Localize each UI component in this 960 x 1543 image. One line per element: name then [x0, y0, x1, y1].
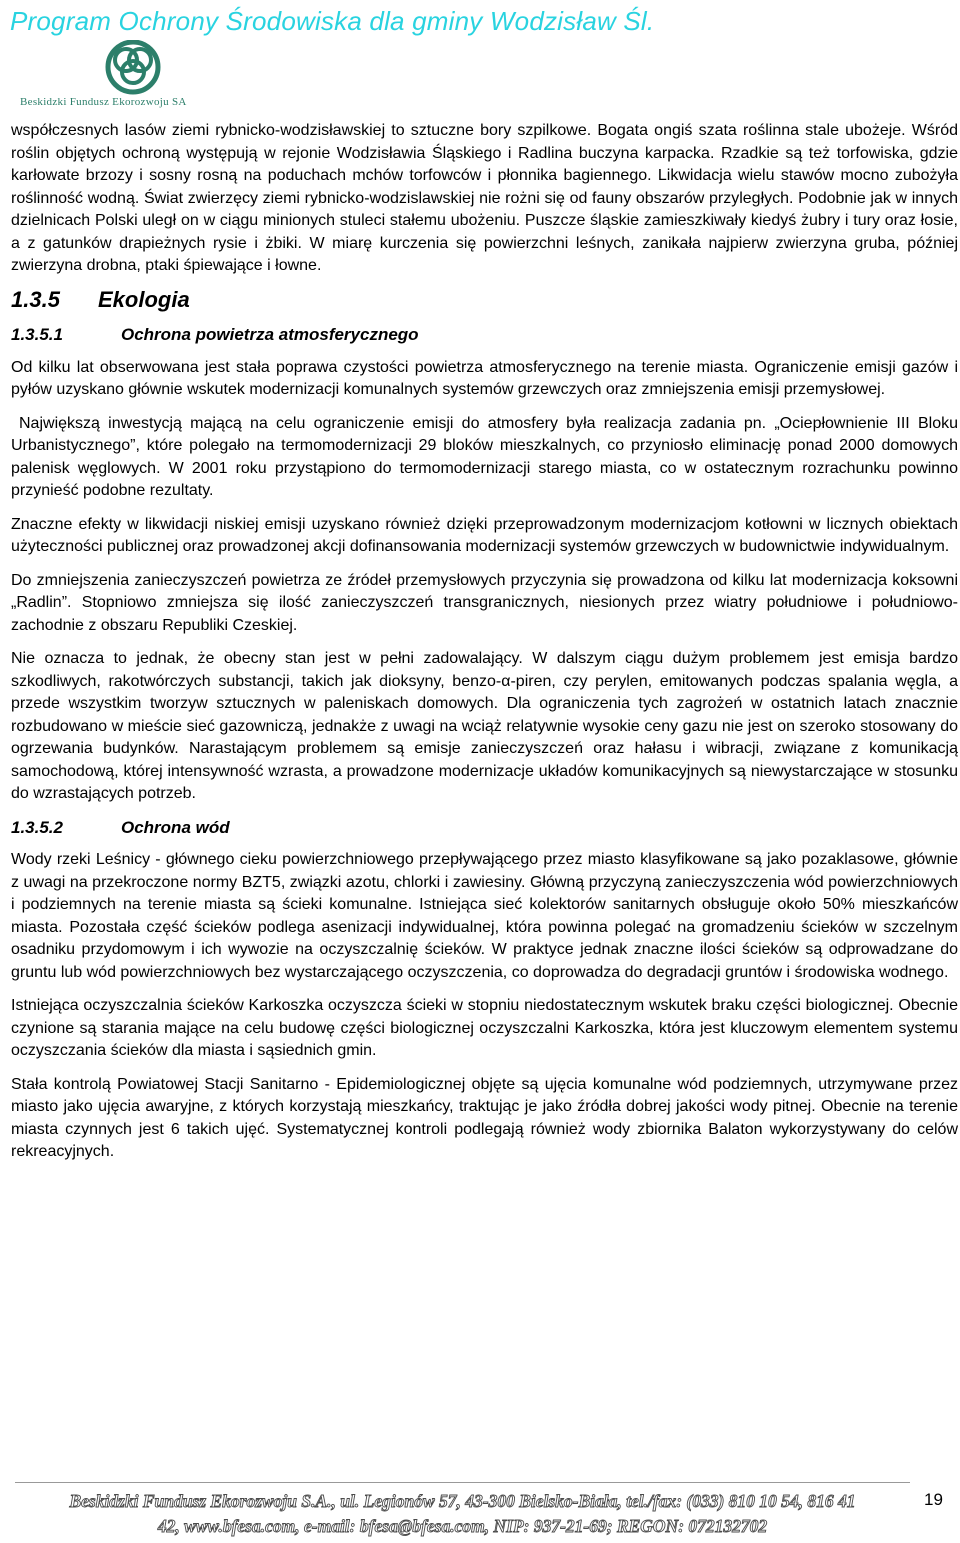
- paragraph: Znaczne efekty w likwidacji niskiej emisji uzyskano również dzięki przeprowadzonym modernizacjom kotłowni w licznych obiektach użyteczności publicznej oraz prowadzonej akcji dofinansowania modernizacji systemów grzewczych w budownictwie indywidualnym.: [11, 515, 958, 555]
- paragraph: Do zmniejszenia zanieczyszczeń powietrza ze źródeł przemysłowych przyczynia się prowadzona od kilku lat modernizacja koksowni „Radlin”. Stopniowo zmniejsza się ilość zanieczyszczeń transgranicznych, niesionych przez wiatry południowe i południowo- zachodnie z obszaru Republiki Czeskiej.: [11, 571, 958, 634]
- subsection-heading: [11, 817, 958, 840]
- company-logo: [20, 40, 250, 110]
- subsection-title: Ochrona wód: [121, 817, 230, 837]
- paragraph: Wody rzeki Leśnicy - głównego cieku powierzchniowego przepływającego przez miasto klasyfikowane są jako pozaklasowe, głównie z uwagi na przekroczone normy BZT5, związki azotu, chlorki i zawiesiny. Główną przyczyną zanieczyszczenia wód powierzchniowych i podziemnych na terenie miasta są ścieki komunalne. Istniejąca sieć kolektorów sanitarnych obsługuje około 50% mieszkańców miasta. Pozostała część ścieków podlega asenizacji indywidualnej, która powinna polegać na gromadzeniu ścieków w szczelnym osadniku przydomowym i ich wywozie na oczyszczalnię ścieków. W praktyce jednak znaczne ilości ścieków są odprowadzane do gruntu lub wód powierzchniowych bez wystarczającego oczyszczenia, co doprowadza do degradacji gruntów i środowiska wodnego.: [11, 851, 958, 981]
- section-heading: [11, 286, 958, 312]
- subsection-heading: [11, 324, 958, 347]
- footer-divider: [15, 1482, 910, 1483]
- paragraph: Istniejąca oczyszczalnia ścieków Karkoszka oczyszcza ścieki w stopniu niedostatecznym wskutek braku części biologicznej. Obecnie czynione są starania mające na celu budowę części biologicznej oczyszczalni Karkoszka, która jest kluczowym elementem systemu oczyszczania ścieków dla miasta i sąsiednich gmin.: [11, 997, 958, 1059]
- paragraph: Stała kontrolą Powiatowej Stacji Sanitarno - Epidemiologicznej objęte są ujęcia komunalne wód podziemnych, utrzymywane przez miasto jako ujęcia awaryjne, z których korzystają mieszkańcy, traktując je jako źródła dobrej jakości wody pitnej. Obecnie na terenie miasta czynnych jest 6 takich ujęć. Systematycznej kontroli podlegają również wody zbiornika Balaton wykorzystywany do celów rekreacyjnych.: [11, 1075, 958, 1160]
- document-body: [11, 120, 958, 1164]
- section-number: 1.3.5: [11, 286, 60, 312]
- paragraph: Największą inwestycją mającą na celu ograniczenie emisji do atmosfery była realizacja zadania pn. „Ociepłownienie III Bloku Urbanistycznego”, które polegało na termomodernizacji 29 bloków mieszkalnych, co przyniosło eliminację ponad 2000 domowych palenisk węglowych. W 2001 roku przystąpiono do termomodernizacji starego miasta, co w ostatecznym rozrachunku powinno przynieść podobne rezultaty.: [11, 414, 958, 499]
- logo-text: Beskidzki Fundusz Ekorozwoju SA: [20, 96, 187, 108]
- logo-emblem-icon: [102, 40, 164, 98]
- page-footer: [15, 1489, 910, 1539]
- paragraph: Nie oznacza to jednak, że obecny stan jest w pełni zadowalający. W dalszym ciągu dużym problemem jest emisja bardzo szkodliwych, rakotwórczych substancji, takich jak dioksyny, benzo-α-piren, czy perylen, emitowanych podczas spalania węgla, a przede wszystkim tworzyw sztucznych w paleniskach domowych. Dla ograniczenia tych zagrożeń w ostatnich latach znacznie rozbudowano w mieście sieć gazowniczą, jednakże z uwagi na wciąż relatywnie wysokie ceny gazu nie jest on szeroko stosowany do ogrzewania budynków. Narastającym problemem są emisje zanieczyszczeń oraz hałasu i wibracji, związane z komunikacją samochodową, której intensywność wzrasta, a prowadzone modernizacje układów komunikacyjnych są niewystarczające w stosunku do wzrastających potrzeb.: [11, 650, 958, 802]
- footer-line-1: Beskidzki Fundusz Ekorozwoju S.A., ul. Legionów 57, 43-300 Bielsko-Biała, tel./fax: (033) 810 10 54, 816 41: [69, 1491, 856, 1511]
- subsection-title: Ochrona powietrza atmosferycznego: [121, 325, 419, 344]
- subsection-number: 1.3.5.2: [11, 817, 63, 837]
- paragraph: Od kilku lat obserwowana jest stała poprawa czystości powietrza atmosferycznego na terenie miasta. Ograniczenie emisji gazów i pyłów uzyskano głównie wskutek modernizacji komunalnych systemów grzewczych oraz zmniejszenia emisji przemysłowej.: [11, 358, 958, 398]
- document-header-title: Program Ochrony Środowiska dla gminy Wodzisław Śl.: [10, 6, 655, 36]
- paragraph: współczesnych lasów ziemi rybnicko-wodzisławskiej to sztuczne bory szpilkowe. Bogata ongiś szata roślinna stale ubożeje. Wśród roślin objętych ochroną występują w rejonie Wodzisławia Śląskiego i Radlina buczyna karpacka. Rzadkie są też torfowiska, gdzie karłowate brzozy i sosny rosną na poduchach mchów torfowców i płonnika bagiennego. Likwidacja wielu stawów mocno zubożyła roślinność wodną. Świat zwierzęcy ziemi rybnicko-wodzislawskiej nie rożni się od fauny obszarów przyległych. Podobnie jak w innych dzielnicach Polski uległ on w ciągu minionych stuleci stałemu ubożeniu. Puszcze śląskie zamieszkiwały kiedyś żubry i tury oraz łosie, a z gatunków drapieżnych rysie i żbiki. W miarę kurczenia się powierzchni leśnych, zanikała najpierw zwierzyna gruba, później zwierzyna drobna, ptaki śpiewające i łowne.: [11, 122, 958, 274]
- footer-line-2: 42, www.bfesa.com, e-mail: bfesa@bfesa.com, NIP: 937-21-69; REGON: 072132702: [157, 1516, 768, 1536]
- subsection-number: 1.3.5.1: [11, 325, 63, 344]
- page-number: 19: [924, 1490, 943, 1509]
- section-title: Ekologia: [98, 286, 190, 312]
